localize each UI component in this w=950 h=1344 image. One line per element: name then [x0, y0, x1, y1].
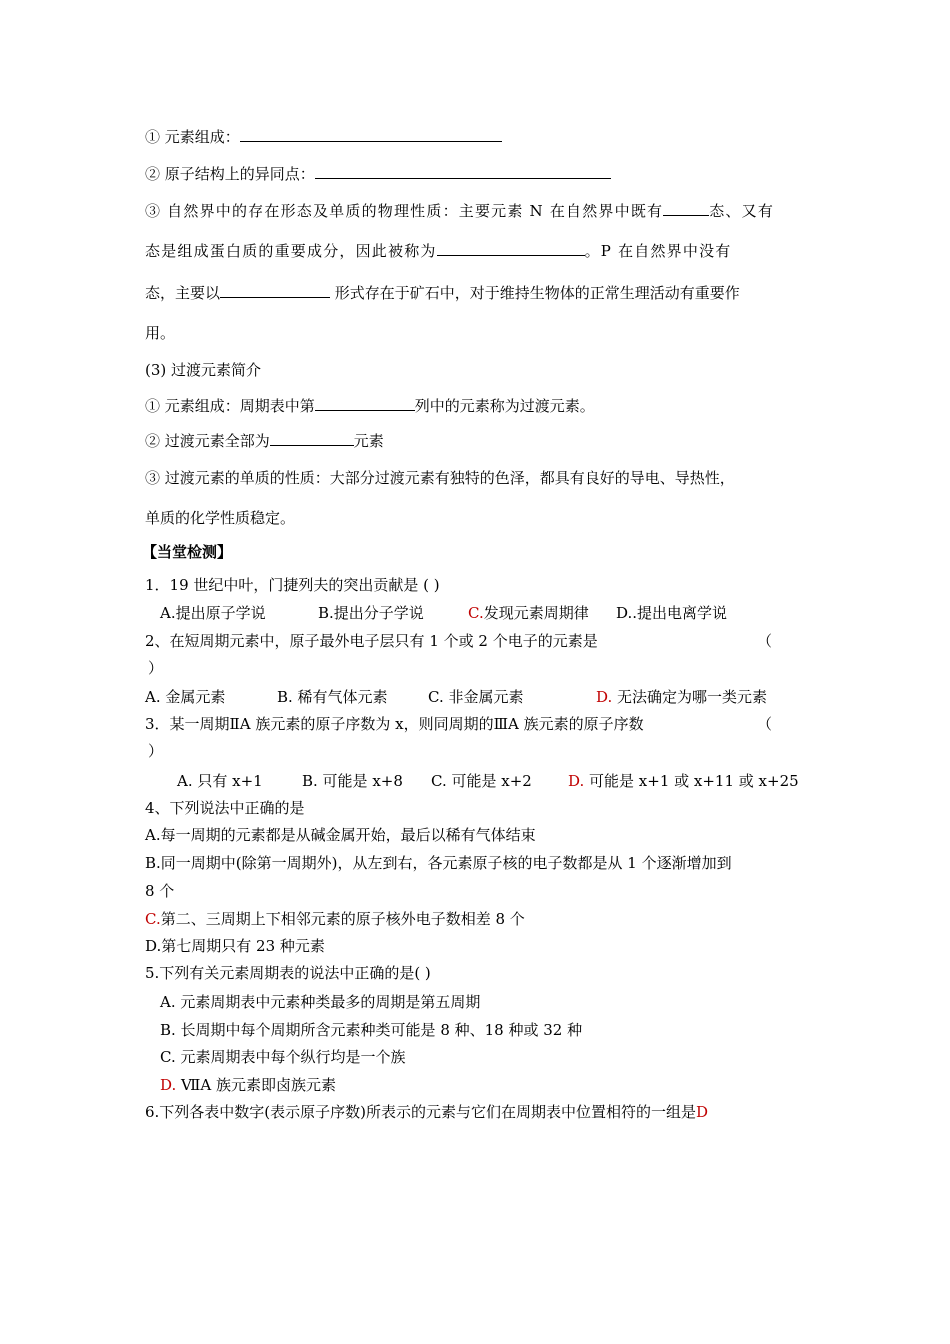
question-5-option-a[interactable]: A. 元素周期表中元素种类最多的周期是第五周期 [160, 993, 481, 1011]
option-c[interactable]: C. 非金属元素 [428, 688, 524, 706]
question-1: 1．19 世纪中叶，门捷列夫的突出贡献是 ( ) [145, 576, 440, 594]
question-2-paren-open: （ [757, 632, 773, 650]
text: ② 原子结构上的异同点： [145, 165, 315, 183]
answer-blank[interactable] [663, 201, 709, 216]
question-1-options [160, 603, 727, 623]
text: 可能是 x+1 或 x+11 或 x+25 [584, 772, 799, 790]
question-6 [145, 1102, 708, 1122]
text: 第二、三周期上下相邻元素的原子核外电子数相差 8 个 [160, 910, 525, 928]
text: 态是组成蛋白质的重要成分，因此被称为 [145, 242, 437, 260]
answer-blank[interactable] [437, 241, 585, 256]
text: 列中的元素称为过渡元素。 [414, 397, 595, 415]
option-a[interactable]: A. 只有 x+1 [177, 772, 263, 790]
question-4-option-b-cont: 8 个 [145, 882, 175, 900]
option-d[interactable] [568, 771, 799, 791]
text: 3．某一周期ⅡA 族元素的原子序数为 x，则同周期的ⅢA 族元素的原子序数 [145, 715, 644, 733]
section-title: (3) 过渡元素简介 [145, 361, 262, 379]
option-c[interactable] [468, 603, 616, 623]
option-c[interactable]: C. 可能是 x+2 [431, 772, 532, 790]
s1-line5 [145, 283, 740, 303]
answer-letter: D. [568, 772, 585, 790]
question-3-paren-close: ） [148, 742, 164, 760]
answer-blank[interactable] [315, 396, 415, 411]
text: 发现元素周期律 [483, 604, 589, 622]
text: ③ 自然界中的存在形态及单质的物理性质：主要 [145, 202, 492, 220]
option-d[interactable] [596, 687, 767, 707]
s3-line4: 单质的化学性质稳定。 [145, 509, 296, 527]
text: 元素 [353, 432, 384, 450]
question-4-option-b[interactable]: B.同一周期中(除第一周期外)，从左到右，各元素原子核的电子数都是从 1 个逐渐增加到 [145, 854, 732, 872]
question-4-option-d[interactable]: D.第七周期只有 23 种元素 [145, 937, 325, 955]
answer-blank[interactable] [240, 127, 502, 142]
text: ⅦA 族元素即卤族元素 [176, 1076, 336, 1094]
option-b[interactable]: B. 稀有气体元素 [277, 688, 388, 706]
s1-line6: 用。 [145, 324, 176, 342]
text: 无法确定为哪一类元素 [612, 688, 768, 706]
s1-line2 [145, 164, 611, 184]
text: ① 元素组成： [145, 128, 240, 146]
s1-line4 [145, 241, 731, 261]
answer-blank[interactable] [315, 164, 611, 179]
text: 2、在短周期元素中，原子最外电子层只有 1 个或 2 个电子的元素是 [145, 632, 598, 650]
question-2 [145, 631, 598, 651]
option-d[interactable]: D..提出电离学说 [616, 604, 728, 622]
answer-letter: D [696, 1103, 709, 1121]
text: ② 过渡元素全部为 [145, 432, 270, 450]
text: 态，主要以 [145, 284, 221, 302]
text: 态、又有 [709, 202, 775, 220]
text: 元素 N 在自然界中既有 [491, 202, 664, 220]
answer-blank[interactable] [220, 283, 330, 298]
s3-line3: ③ 过渡元素的单质的性质：大部分过渡元素有独特的色泽，都具有良好的导电、导热性， [145, 469, 735, 487]
text: 。P 在自然界中没有 [584, 242, 732, 260]
answer-letter: C. [145, 910, 161, 928]
question-2-paren-close: ） [148, 659, 164, 677]
text: 6.下列各表中数字(表示原子序数)所表示的元素与它们在周期表中位置相符的一组是 [145, 1103, 697, 1121]
answer-letter: D. [160, 1076, 177, 1094]
question-5-option-c[interactable]: C. 元素周期表中每个纵行均是一个族 [160, 1048, 406, 1066]
question-5-option-d[interactable] [160, 1075, 336, 1095]
answer-blank[interactable] [270, 431, 354, 446]
option-a[interactable]: A.提出原子学说 [160, 604, 266, 622]
option-b[interactable]: B.提出分子学说 [318, 604, 424, 622]
question-3 [145, 714, 644, 734]
section-heading: 【当堂检测】 [142, 543, 233, 561]
s3-line1 [145, 396, 595, 416]
s1-line1 [145, 127, 502, 147]
answer-letter: C. [468, 604, 484, 622]
question-5-option-b[interactable]: B. 长周期中每个周期所含元素种类可能是 8 种、18 种或 32 种 [160, 1021, 583, 1039]
option-b[interactable]: B. 可能是 x+8 [302, 772, 403, 790]
question-5: 5.下列有关元素周期表的说法中正确的是( ) [145, 964, 431, 982]
question-3-paren-open: （ [757, 715, 773, 733]
question-2-options [145, 687, 767, 707]
s1-line3 [145, 201, 774, 221]
question-4-option-a[interactable]: A.每一周期的元素都是从碱金属开始，最后以稀有气体结束 [145, 826, 536, 844]
option-a[interactable]: A. 金属元素 [145, 688, 226, 706]
text: ① 元素组成：周期表中第 [145, 397, 315, 415]
question-3-options [177, 771, 799, 791]
question-4-option-c[interactable] [145, 909, 525, 929]
answer-letter: D. [596, 688, 613, 706]
question-4: 4、下列说法中正确的是 [145, 799, 305, 817]
s3-line2 [145, 431, 384, 451]
text: 形式存在于矿石中，对于维持生物体的正常生理活动有重要作 [330, 284, 740, 302]
